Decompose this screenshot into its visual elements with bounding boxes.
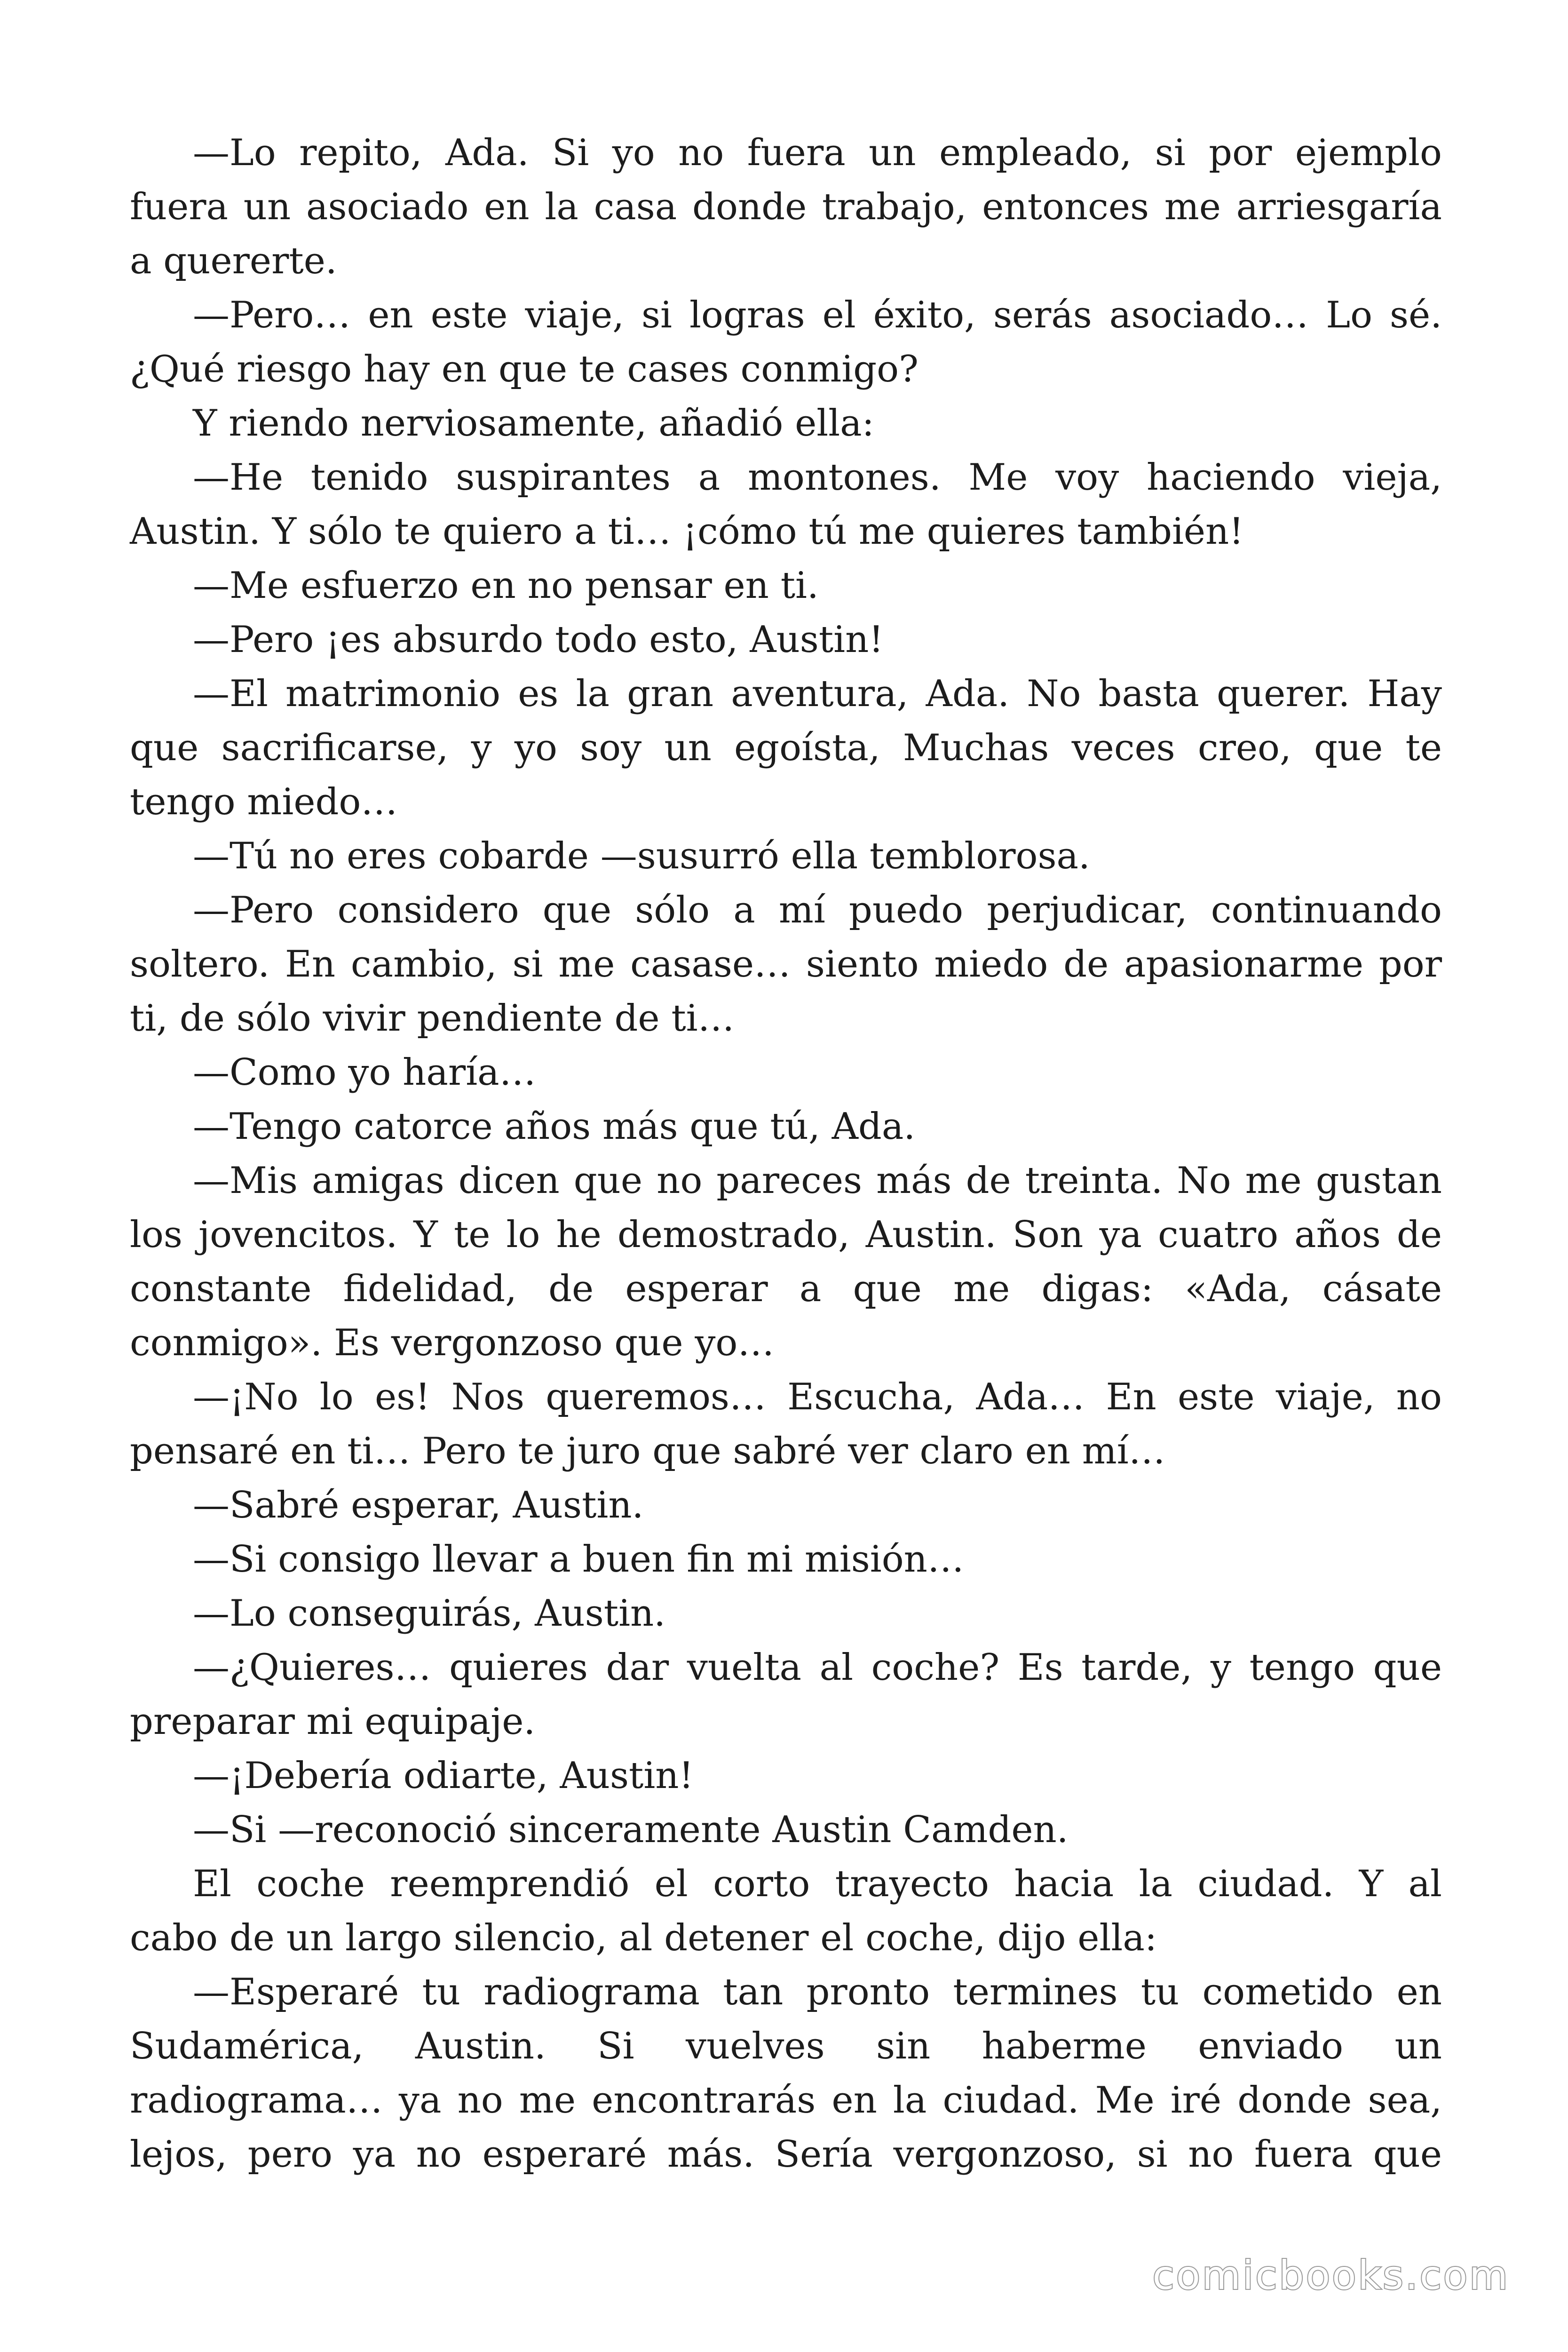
watermark-text: comicbooks.com — [1152, 2252, 1510, 2298]
text-line: ¿Qué riesgo hay en que te cases conmigo? — [130, 348, 919, 390]
text-line: pensaré en ti… Pero te juro que sabré ver claro en mí… — [130, 1430, 1165, 1472]
text-line: preparar mi equipaje. — [130, 1700, 536, 1743]
text-line: que sacrificarse, y yo soy un egoísta, Muchas veces creo, que te — [130, 727, 1442, 769]
text-line: —Mis amigas dicen que no pareces más de treinta. No me gustan — [193, 1160, 1442, 1202]
text-line: ti, de sólo vivir pendiente de ti… — [130, 997, 735, 1040]
text-line: a quererte. — [130, 240, 337, 282]
text-line: cabo de un largo silencio, al detener el coche, dijo ella: — [130, 1917, 1157, 1959]
text-line: Austin. Y sólo te quiero a ti… ¡cómo tú me quieres también! — [130, 510, 1244, 553]
text-line: El coche reemprendió el corto trayecto hacia la ciudad. Y al — [193, 1863, 1442, 1905]
body-text — [130, 126, 1442, 2182]
text-line: —¡Debería odiarte, Austin! — [193, 1755, 694, 1797]
text-line: —Pero… en este viaje, si logras el éxito, serás asociado… Lo sé. — [193, 294, 1442, 336]
text-line: —Pero considero que sólo a mí puedo perjudicar, continuando — [193, 889, 1442, 931]
text-line: —Sabré esperar, Austin. — [193, 1484, 644, 1526]
text-line: —El matrimonio es la gran aventura, Ada. No basta querer. Hay — [193, 673, 1442, 715]
text-line: —Si —reconoció sinceramente Austin Camden. — [193, 1809, 1069, 1851]
text-line: —Me esfuerzo en no pensar en ti. — [193, 564, 819, 607]
text-line: —Lo repito, Ada. Si yo no fuera un empleado, si por ejemplo — [193, 132, 1442, 174]
text-line: radiograma… ya no me encontrarás en la ciudad. Me iré donde sea, — [130, 2079, 1442, 2122]
text-line: constante fidelidad, de esperar a que me digas: «Ada, cásate — [130, 1268, 1442, 1310]
text-line: —Pero ¡es absurdo todo esto, Austin! — [193, 619, 884, 661]
text-line: —Lo conseguirás, Austin. — [193, 1592, 666, 1635]
text-line: —Esperaré tu radiograma tan pronto termines tu cometido en — [193, 1971, 1442, 2013]
text-line: Sudamérica, Austin. Si vuelves sin haberme enviado un — [130, 2025, 1442, 2067]
text-line: soltero. En cambio, si me casase… siento miedo de apasionarme por — [130, 943, 1442, 985]
text-line: —He tenido suspirantes a montones. Me voy haciendo vieja, — [193, 456, 1442, 499]
text-line: fuera un asociado en la casa donde trabajo, entonces me arriesgaría — [130, 186, 1442, 228]
text-line: conmigo». Es vergonzoso que yo… — [130, 1322, 775, 1364]
text-line: —Como yo haría… — [193, 1051, 536, 1094]
text-line: —¿Quieres… quieres dar vuelta al coche? Es tarde, y tengo que — [193, 1646, 1442, 1689]
text-line: —Tú no eres cobarde —susurró ella temblorosa. — [193, 835, 1090, 877]
text-line: los jovencitos. Y te lo he demostrado, Austin. Son ya cuatro años de — [130, 1214, 1442, 1256]
text-line: —Tengo catorce años más que tú, Ada. — [193, 1105, 916, 1148]
text-line: —¡No lo es! Nos queremos… Escucha, Ada… En este viaje, no — [193, 1376, 1442, 1418]
text-line: —Si consigo llevar a buen fin mi misión… — [193, 1538, 964, 1581]
text-line: lejos, pero ya no esperaré más. Sería vergonzoso, si no fuera que — [130, 2133, 1442, 2176]
text-line: tengo miedo… — [130, 781, 398, 823]
text-line: Y riendo nerviosamente, añadió ella: — [193, 402, 874, 445]
